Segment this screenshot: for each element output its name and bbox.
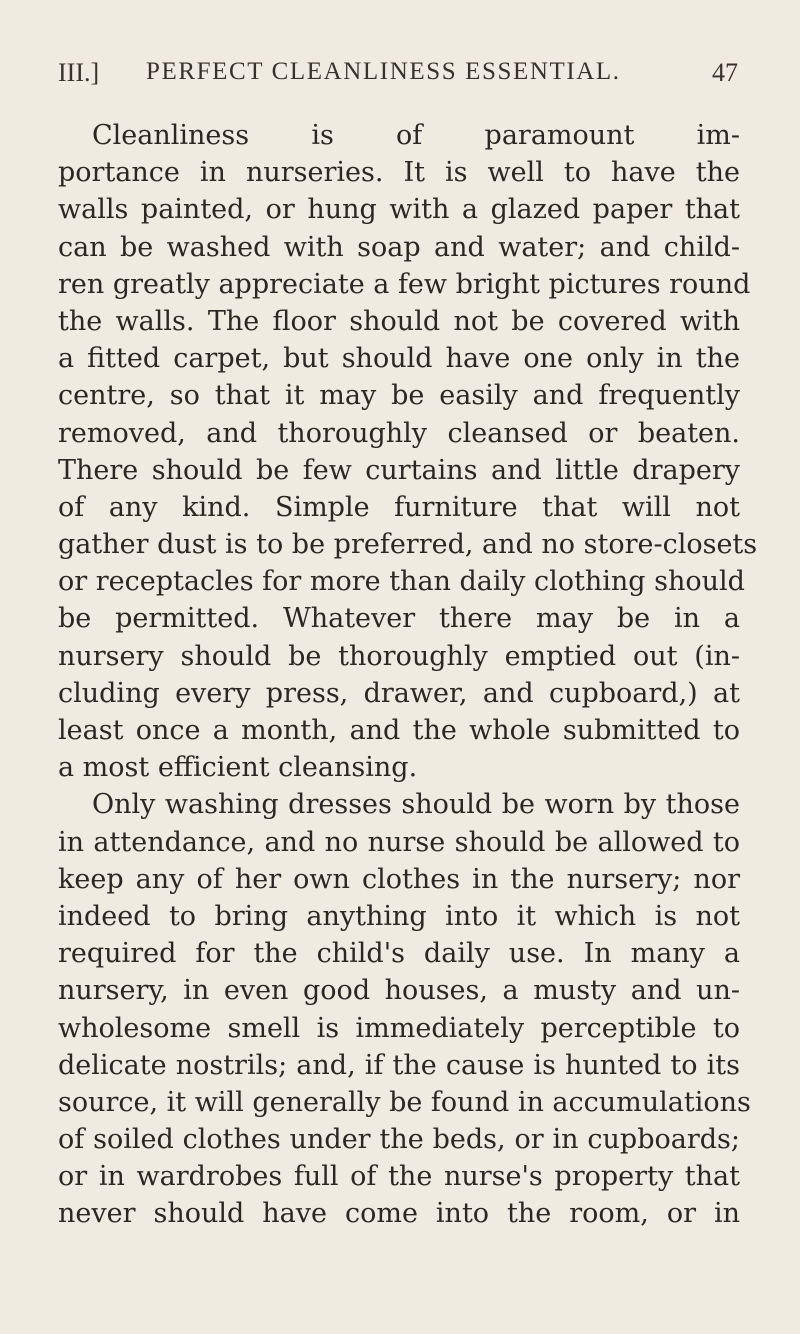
text-line: There should be few curtains and little drapery (58, 454, 740, 486)
text-line: Only washing dresses should be worn by those (92, 789, 740, 821)
text-line: portance in nurseries. It is well to have the (58, 157, 740, 189)
running-header (58, 58, 738, 98)
text-line: ren greatly appreciate a few bright pictures round (58, 268, 751, 300)
text-line: the walls. The floor should not be covered with (58, 305, 740, 337)
text-line: of any kind. Simple furniture that will not (58, 491, 740, 523)
text-line: least once a month, and the whole submitted to (58, 715, 740, 746)
text-line: be permitted. Whatever there may be in a (58, 603, 740, 635)
text-line: or in wardrobes full of the nurse's property that (58, 1161, 740, 1193)
text-line: never should have come into the room, or in (58, 1198, 740, 1230)
text-line: keep any of her own clothes in the nursery; nor (58, 863, 740, 895)
text-line: source, it will generally be found in accumulations (58, 1086, 751, 1118)
text-line: centre, so that it may be easily and frequently (58, 380, 740, 412)
text-line: or receptacles for more than daily clothing should (58, 566, 745, 598)
running-title: PERFECT CLEANLINESS ESSENTIAL. (146, 58, 621, 85)
text-line: cluding every press, drawer, and cupboard,) at (58, 677, 740, 709)
page-number: 47 (712, 58, 738, 87)
text-line: wholesome smell is immediately perceptible to (58, 1012, 740, 1044)
text-line: nursery, in even good houses, a musty and un- (58, 975, 740, 1007)
text-line: in attendance, and no nurse should be allowed to (58, 826, 740, 858)
text-line: walls painted, or hung with a glazed paper that (58, 194, 740, 226)
text-line: gather dust is to be preferred, and no store-closets (58, 529, 758, 561)
chapter-marker: III.] (58, 58, 100, 87)
text-line: delicate nostrils; and, if the cause is hunted to its (58, 1049, 740, 1081)
text-line: Cleanliness is of paramount im- (92, 120, 740, 151)
text-line: required for the child's daily use. In many a (58, 938, 740, 970)
text-line: a most efficient cleansing. (58, 752, 418, 784)
text-line: a fitted carpet, but should have one only in the (58, 343, 740, 375)
text-line: indeed to bring anything into it which is not (58, 900, 740, 932)
text-line: can be washed with soap and water; and child- (58, 231, 740, 263)
body-text (58, 117, 758, 1233)
text-line: removed, and thoroughly cleansed or beaten. (58, 417, 740, 449)
text-line: nursery should be thoroughly emptied out (in- (58, 640, 740, 672)
text-line: of soiled clothes under the beds, or in cupboards; (58, 1124, 740, 1156)
